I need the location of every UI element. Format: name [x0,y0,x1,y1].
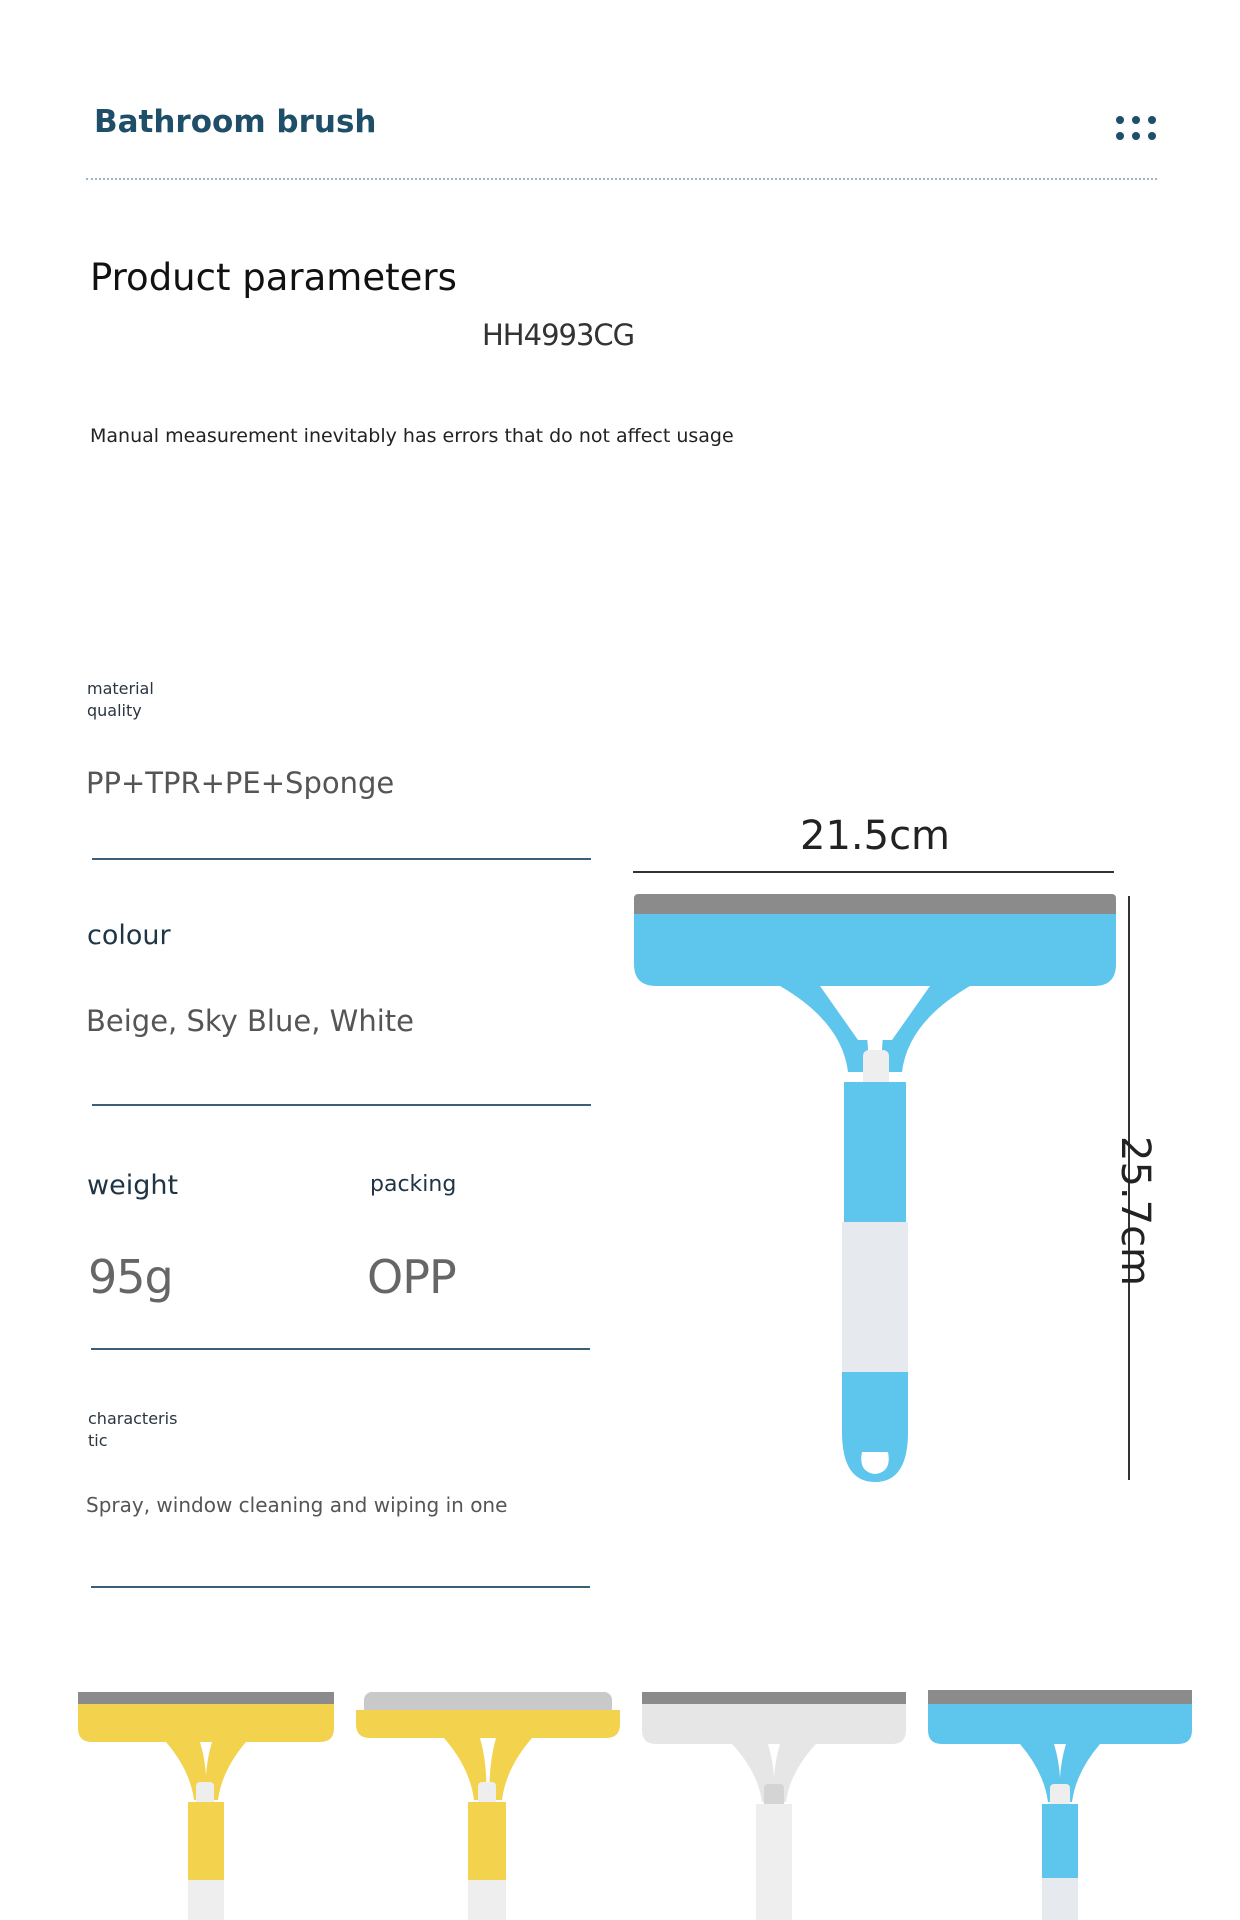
section-title: Product parameters [90,256,457,299]
width-dimension: 21.5cm [800,813,951,859]
model-number: HH4993CG [482,318,635,352]
measurement-note: Manual measurement inevitably has errors that do not affect usage [90,425,734,447]
page-title: Bathroom brush [94,104,377,140]
divider [91,1348,590,1350]
material-label: material quality [87,679,154,720]
colour-label: colour [87,920,171,951]
weight-value: 95g [88,1250,173,1304]
header-divider [86,178,1157,180]
variant-sky-blue[interactable] [926,1688,1194,1920]
colour-value: Beige, Sky Blue, White [86,1004,414,1038]
height-dimension: 25.7cm [1112,1136,1158,1287]
grip-dots-icon[interactable] [1116,116,1160,140]
variant-yellow-sponge[interactable] [352,1690,624,1920]
divider [91,1586,590,1588]
characteristic-value: Spray, window cleaning and wiping in one [86,1493,508,1517]
characteristic-label: characteris tic [88,1409,178,1450]
divider [92,1104,591,1106]
product-image-main [630,892,1120,1492]
variant-white[interactable] [640,1690,908,1920]
weight-label: weight [87,1170,179,1201]
packing-value: OPP [367,1250,456,1304]
width-dimension-line [633,871,1114,873]
packing-label: packing [370,1172,457,1197]
divider [92,858,591,860]
material-value: PP+TPR+PE+Sponge [86,766,395,800]
variant-yellow[interactable] [76,1690,336,1920]
